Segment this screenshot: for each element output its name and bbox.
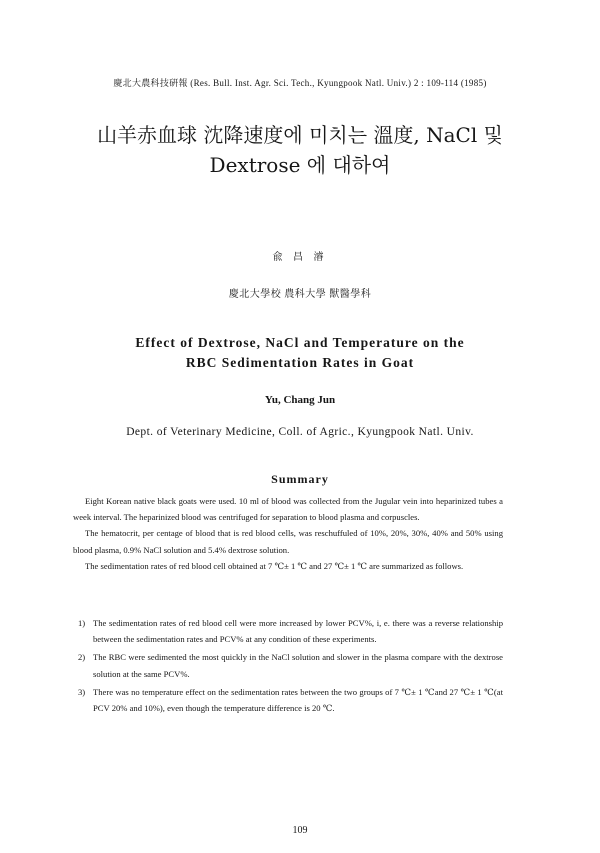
english-title-line-2: RBC Sedimentation Rates in Goat	[185, 355, 415, 370]
english-title-line-1: Effect of Dextrose, NaCl and Temperature on the	[135, 335, 465, 350]
journal-header: 慶北大農科技硏報 (Res. Bull. Inst. Agr. Sci. Tech., Kyungpook Natl. Univ.) 2 : 109-114 (1985)	[113, 78, 487, 88]
korean-title-line-1: 山羊赤血球 沈降速度에 미치는 溫度, NaCl 및	[97, 123, 503, 147]
list-item-text: There was no temperature effect on the sedimentation rates between the two groups of 7 ℃± 1 ℃and 27 ℃± 1 ℃(at PCV 20% and 10%), even though the temperature difference is 20 ℃.	[93, 686, 503, 714]
summary-heading: Summary	[271, 472, 329, 486]
summary-paragraph-1: Eight Korean native black goats were used. 10 ml of blood was collected from the Jugular vein into heparinized tubes a week interval. The heparinized blood was centrifuged for separation to blood plasma and corpuscles.	[73, 496, 503, 523]
list-item-number: 2)	[78, 652, 86, 663]
english-title	[0, 333, 600, 373]
korean-title	[0, 120, 600, 180]
korean-author: 兪 昌 濬	[272, 252, 328, 263]
korean-affiliation: 慶北大學校 農科大學 獸醫學科	[228, 289, 372, 300]
summary-paragraph-2: The hematocrit, per centage of blood that is red blood cells, was reschuffuled of 10%, 20%, 30%, 40% and 50% using blood plasma, 0.9% NaCl solution and 5.4% dextrose solution.	[73, 528, 503, 555]
list-item-text: The sedimentation rates of red blood cell were more increased by lower PCV%, i, e. there was a reverse relationship between the sedimentation rates and PCV% at any condition of these experiments.	[93, 618, 503, 645]
list-item-text: The RBC were sedimented the most quickly in the NaCl solution and slower in the plasma compare with the dextrose solution at the same PCV%.	[93, 652, 503, 679]
list-item-number: 1)	[78, 618, 86, 628]
english-author: Yu, Chang Jun	[264, 394, 336, 406]
summary-body	[73, 493, 503, 574]
list-item-number: 3)	[78, 686, 86, 697]
summary-paragraph-3: The sedimentation rates of red blood cell obtained at 7 ℃± 1 ℃ and 27 ℃± 1 ℃ are summarized as follows.	[85, 560, 464, 571]
english-affiliation: Dept. of Veterinary Medicine, Coll. of Agric., Kyungpook Natl. Univ.	[126, 426, 474, 438]
summary-findings-list	[78, 615, 503, 718]
page-number: 109	[292, 825, 308, 836]
korean-title-line-2: Dextrose 에 대하여	[209, 153, 391, 177]
list-item	[78, 649, 503, 681]
list-item	[78, 684, 503, 716]
list-item	[78, 615, 503, 647]
